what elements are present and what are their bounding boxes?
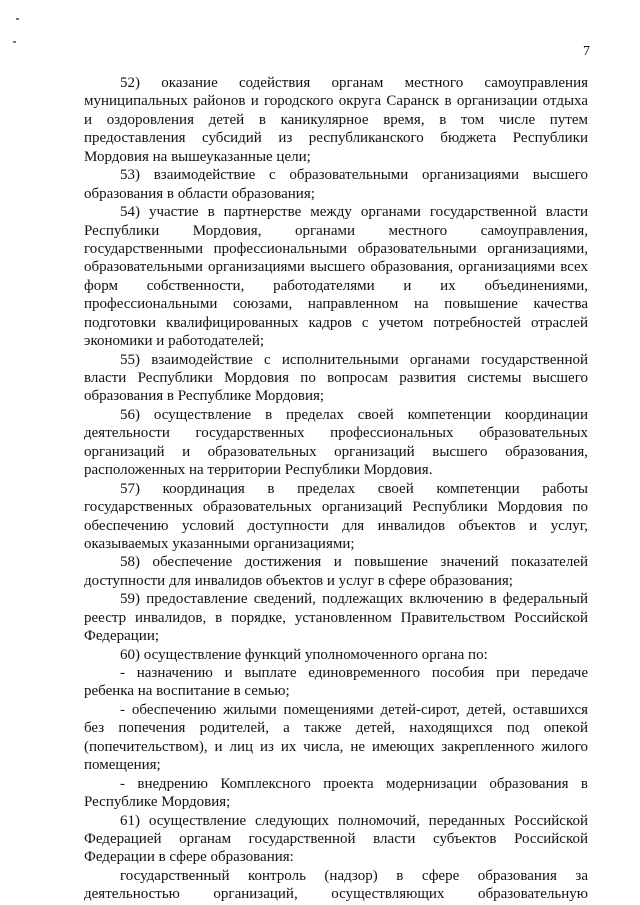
text-line: форм собственности, работодателями и их объединениями, xyxy=(84,277,588,294)
text-line: предоставления субсидий из республиканского бюджета Республики xyxy=(84,130,588,147)
text-line: 59) предоставление сведений, подлежащих включению в федеральный xyxy=(120,591,588,608)
text-line: государственных образовательных организаций Республики Мордовия по xyxy=(84,499,588,516)
text-line: муниципальных районов и городского округа Саранск в организации отдыха xyxy=(84,93,588,110)
text-line: 53) взаимодействие с образовательными организациями высшего xyxy=(120,167,588,184)
scan-mark xyxy=(13,41,16,43)
text-line: Федерации; xyxy=(84,628,160,645)
text-line: деятельности государственных профессиональных образовательных xyxy=(84,425,588,442)
text-line: Республике Мордовия; xyxy=(84,794,231,811)
text-line: подготовки квалифицированных кадров с учетом потребностей отраслей xyxy=(84,314,588,331)
text-line: Республики Мордовия, органами местного самоуправления, xyxy=(84,222,588,239)
text-line: профессиональными союзами, направленном на повышение качества xyxy=(84,296,588,313)
text-line: обеспечению условий доступности для инвалидов объектов и услуг, xyxy=(84,517,588,534)
text-line: образовательными организациями высшего образования, организациями всех xyxy=(84,259,588,276)
page-number: 7 xyxy=(583,44,590,59)
text-line: расположенных на территории Республики Мордовия. xyxy=(84,462,433,479)
text-line: 56) осуществление в пределах своей компетенции координации xyxy=(120,406,588,423)
text-line: 52) оказание содействия органам местного самоуправления xyxy=(120,75,588,91)
text-line: организаций и образовательных организаций высшего образования, xyxy=(84,443,588,460)
text-line: 54) участие в партнерстве между органами государственной власти xyxy=(120,204,588,221)
text-line: 58) обеспечение достижения и повышение значений показателей xyxy=(120,554,588,571)
text-line: помещения; xyxy=(84,757,161,774)
text-line: - обеспечению жилыми помещениями детей-сирот, детей, оставшихся xyxy=(120,701,588,718)
text-line: оказываемых указанными организациями; xyxy=(84,535,355,552)
text-line: государственный контроль (надзор) в сфере образования за xyxy=(120,867,588,884)
text-line: (попечительством), и лиц из их числа, не имеющих закрепленного жилого xyxy=(84,738,588,755)
text-line: власти Республики Мордовия по вопросам развития системы высшего xyxy=(84,370,588,386)
text-line: Мордовия на вышеуказанные цели; xyxy=(84,148,311,165)
scan-mark xyxy=(16,18,19,20)
document-body xyxy=(84,74,588,904)
text-line: 61) осуществление следующих полномочий, переданных Российской xyxy=(120,812,588,829)
text-line: Федерации в сфере образования: xyxy=(84,849,294,866)
text-line: экономики и работодателей; xyxy=(84,333,265,350)
text-line: реестр инвалидов, в порядке, установленном Правительством Российской xyxy=(84,609,588,626)
text-line: - внедрению Комплексного проекта модернизации образования в xyxy=(120,775,588,792)
text-line: ребенка на воспитание в семью; xyxy=(84,683,290,700)
text-line: образования в области образования; xyxy=(84,185,315,202)
text-line: без попечения родителей, а также детей, находящихся под опекой xyxy=(84,720,588,737)
text-line: образования в Республике Мордовия; xyxy=(84,388,325,405)
text-line: - назначению и выплате единовременного пособия при передаче xyxy=(120,665,588,681)
text-line: Федерацией органам государственной власти субъектов Российской xyxy=(84,830,588,847)
text-line: 60) осуществление функций уполномоченного органа по: xyxy=(120,646,488,663)
text-line: доступности для инвалидов объектов и услуг в сфере образования; xyxy=(84,572,513,589)
text-line: 57) координация в пределах своей компетенции работы xyxy=(120,480,588,497)
text-line: 55) взаимодействие с исполнительными органами государственной xyxy=(120,351,588,368)
text-line: и оздоровления детей в каникулярное время, в том числе путем xyxy=(84,111,588,128)
text-line: деятельностью организаций, осуществляющих образовательную xyxy=(84,886,588,903)
text-line: государственными профессиональными образовательными организациями, xyxy=(84,240,588,257)
